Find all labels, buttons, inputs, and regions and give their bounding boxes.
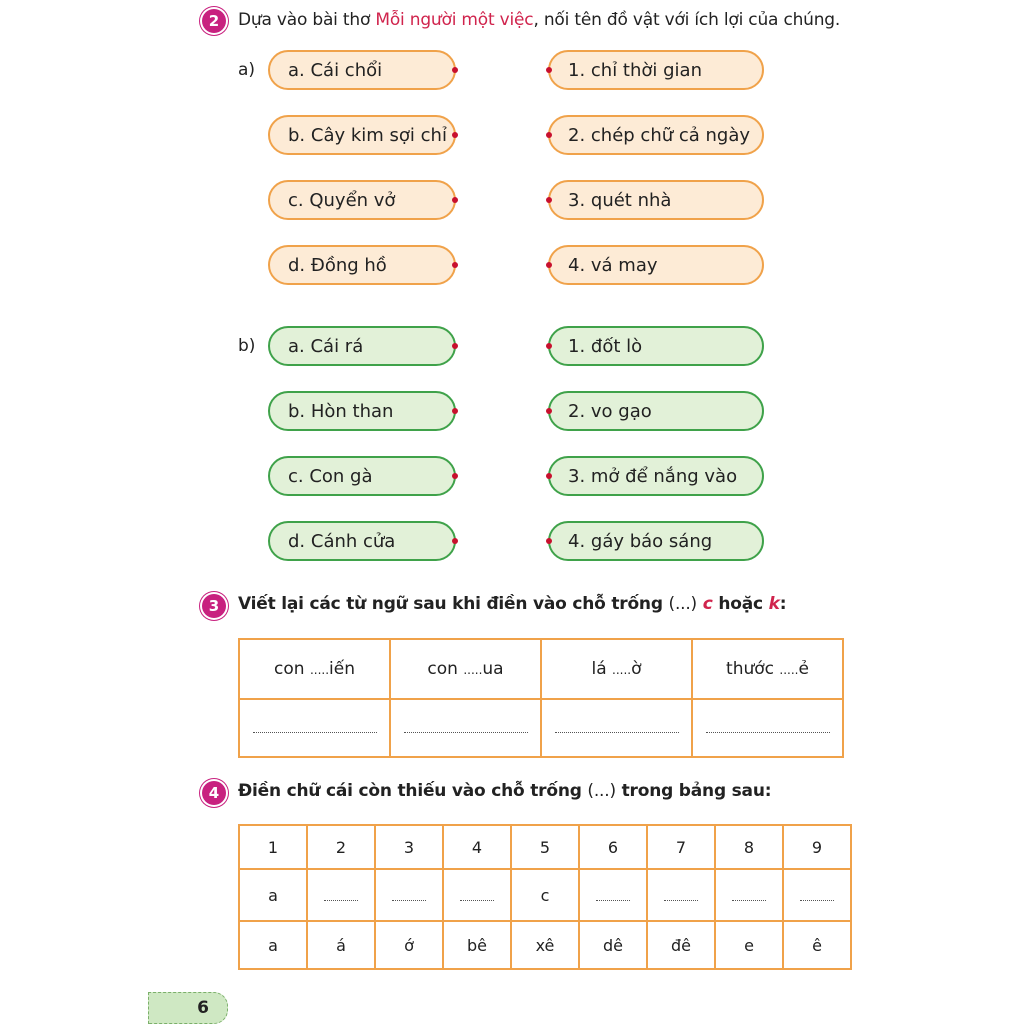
pill-label: b. Cây kim sợi chỉ [288, 124, 447, 146]
letter-cell: c [511, 869, 579, 921]
connector-dot[interactable] [546, 343, 552, 349]
match-a-left-4[interactable] [268, 245, 456, 285]
letter-blank-cell[interactable] [375, 869, 443, 921]
connector-dot[interactable] [546, 538, 552, 544]
match-b-left-4[interactable] [268, 521, 456, 561]
name-cell: e [715, 921, 783, 969]
answer-line[interactable] [392, 894, 426, 901]
pill-label: 3. quét nhà [568, 189, 672, 211]
connector-dot[interactable] [546, 67, 552, 73]
pill-label: 4. vá may [568, 254, 658, 276]
connector-dot[interactable] [546, 262, 552, 268]
connector-dot[interactable] [452, 473, 458, 479]
connector-dot[interactable] [452, 262, 458, 268]
answer-line[interactable] [324, 894, 358, 901]
q3-text-before: Viết lại các từ ngữ sau khi điền vào chỗ trống [238, 594, 669, 614]
number-cell: 5 [511, 825, 579, 869]
word-prefix: con [427, 659, 464, 679]
word-blank: ..... [779, 663, 799, 677]
word-suffix: iến [329, 659, 355, 679]
answer-line[interactable] [706, 724, 830, 733]
answer-line[interactable] [800, 894, 834, 901]
q3-table [238, 638, 844, 758]
word-suffix: ẻ [798, 659, 809, 679]
connector-dot[interactable] [452, 132, 458, 138]
word-blank: ..... [463, 663, 483, 677]
q3-answer-cell[interactable] [239, 699, 390, 757]
match-a-left-1[interactable] [268, 50, 456, 90]
q3-answer-cell[interactable] [390, 699, 541, 757]
answer-line[interactable] [253, 724, 377, 733]
name-cell: a [239, 921, 307, 969]
match-a-left-3[interactable] [268, 180, 456, 220]
pill-label: a. Cái chổi [288, 59, 383, 81]
part-b-label: b) [238, 336, 256, 356]
word-suffix: ờ [631, 659, 642, 679]
answer-line[interactable] [404, 724, 528, 733]
match-b-right-1[interactable] [548, 326, 764, 366]
connector-dot[interactable] [452, 343, 458, 349]
match-a-left-2[interactable] [268, 115, 456, 155]
match-a-right-4[interactable] [548, 245, 764, 285]
q4-text-after: trong bảng sau: [615, 781, 772, 801]
name-cell: đê [647, 921, 715, 969]
word-blank: ..... [309, 663, 330, 677]
connector-dot[interactable] [546, 473, 552, 479]
match-b-right-2[interactable] [548, 391, 764, 431]
pill-label: 4. gáy báo sáng [568, 530, 713, 552]
match-b-left-3[interactable] [268, 456, 456, 496]
letter-cell: a [239, 869, 307, 921]
connector-dot[interactable] [452, 67, 458, 73]
number-cell: 8 [715, 825, 783, 869]
letter-blank-cell[interactable] [307, 869, 375, 921]
q4-text-before: Điền chữ cái còn thiếu vào chỗ trống [238, 781, 588, 801]
question-3-badge: 3 [202, 594, 226, 618]
pill-label: b. Hòn than [288, 400, 394, 422]
pill-label: c. Quyển vở [288, 189, 396, 211]
q3-word-or: hoặc [712, 594, 769, 614]
number-cell: 2 [307, 825, 375, 869]
pill-label: 2. vo gạo [568, 400, 652, 422]
page-number: 6 [148, 992, 228, 1024]
pill-label: 1. đốt lò [568, 335, 643, 357]
word-blank: ..... [612, 663, 632, 677]
word-suffix: ua [482, 659, 504, 679]
name-cell: ớ [375, 921, 443, 969]
q4-letters-row [239, 869, 851, 921]
word-prefix: lá [591, 659, 613, 679]
answer-line[interactable] [596, 894, 630, 901]
q2-text-after: , nối tên đồ vật với ích lợi của chúng. [533, 10, 841, 30]
q3-answer-cell[interactable] [541, 699, 692, 757]
letter-blank-cell[interactable] [715, 869, 783, 921]
letter-blank-cell[interactable] [783, 869, 851, 921]
match-b-right-4[interactable] [548, 521, 764, 561]
q4-names-row [239, 921, 851, 969]
answer-line[interactable] [732, 894, 766, 901]
match-a-right-3[interactable] [548, 180, 764, 220]
question-4-text [238, 781, 771, 801]
letter-blank-cell[interactable] [647, 869, 715, 921]
number-cell: 6 [579, 825, 647, 869]
number-cell: 4 [443, 825, 511, 869]
q2-text-before: Dựa vào bài thơ [238, 10, 376, 30]
q2-poem-title: Mỗi người một việc [375, 10, 534, 30]
match-b-left-2[interactable] [268, 391, 456, 431]
name-cell: ê [783, 921, 851, 969]
part-a-label: a) [238, 60, 256, 80]
connector-dot[interactable] [452, 197, 458, 203]
question-2-badge: 2 [202, 9, 226, 33]
name-cell: dê [579, 921, 647, 969]
connector-dot[interactable] [546, 408, 552, 414]
pill-label: d. Cánh cửa [288, 530, 396, 552]
pill-label: d. Đồng hồ [288, 254, 387, 276]
connector-dot[interactable] [452, 408, 458, 414]
answer-line[interactable] [664, 894, 698, 901]
match-b-right-3[interactable] [548, 456, 764, 496]
number-cell: 7 [647, 825, 715, 869]
name-cell: xê [511, 921, 579, 969]
question-2-text [238, 10, 840, 30]
q3-colon: : [779, 594, 787, 614]
name-cell: á [307, 921, 375, 969]
q4-table [238, 824, 852, 970]
q4-numbers-row [239, 825, 851, 869]
q3-word-cell [692, 639, 843, 699]
q3-word-cell [390, 639, 541, 699]
question-4-badge: 4 [202, 781, 226, 805]
q4-blank-marker: (...) [587, 781, 616, 801]
q3-answer-cell[interactable] [692, 699, 843, 757]
connector-dot[interactable] [546, 132, 552, 138]
word-prefix: con [274, 659, 310, 679]
number-cell: 3 [375, 825, 443, 869]
answer-line[interactable] [555, 724, 679, 733]
q3-blank-marker: (...) [668, 594, 697, 614]
match-a-right-2[interactable] [548, 115, 764, 155]
q3-word-cell [541, 639, 692, 699]
match-a-right-1[interactable] [548, 50, 764, 90]
number-cell: 1 [239, 825, 307, 869]
pill-label: 1. chỉ thời gian [568, 59, 702, 81]
answer-line[interactable] [460, 894, 494, 901]
pill-label: 2. chép chữ cả ngày [568, 124, 751, 146]
q3-word-cell [239, 639, 390, 699]
q3-letter-c: c [702, 594, 713, 614]
match-b-left-1[interactable] [268, 326, 456, 366]
number-cell: 9 [783, 825, 851, 869]
word-prefix: thước [726, 659, 780, 679]
q3-letter-k: k [768, 594, 780, 614]
pill-label: 3. mở để nắng vào [568, 465, 738, 487]
letter-blank-cell[interactable] [443, 869, 511, 921]
pill-label: a. Cái rá [288, 335, 364, 357]
question-3-text [238, 594, 786, 614]
name-cell: bê [443, 921, 511, 969]
pill-label: c. Con gà [288, 465, 373, 487]
letter-blank-cell[interactable] [579, 869, 647, 921]
connector-dot[interactable] [546, 197, 552, 203]
connector-dot[interactable] [452, 538, 458, 544]
